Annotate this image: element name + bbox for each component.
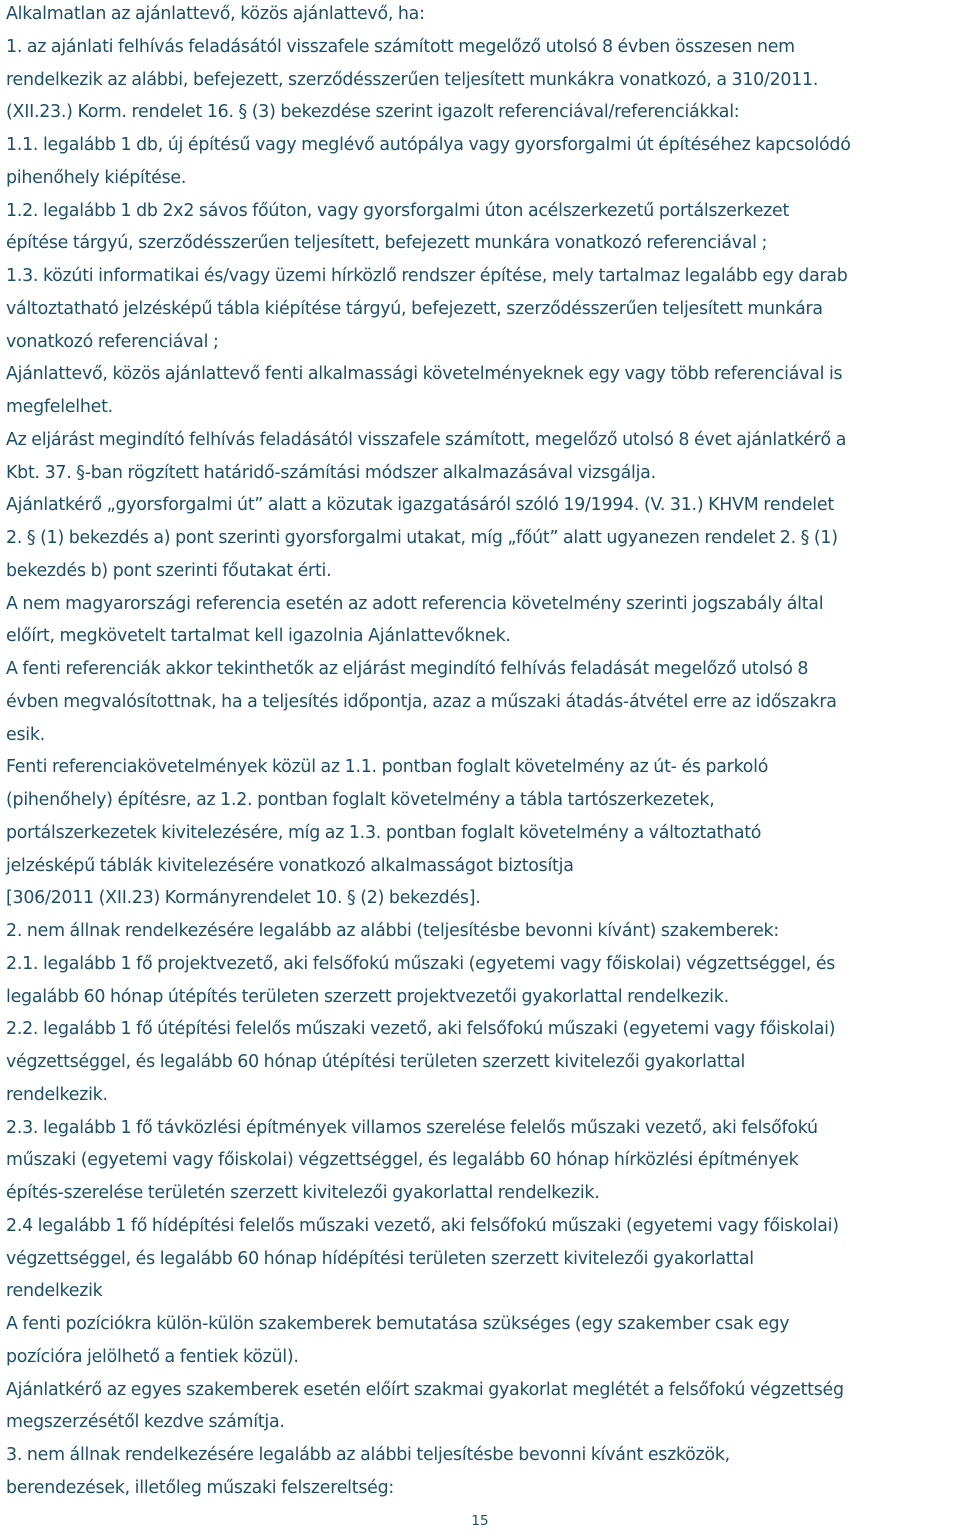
text-line: pozícióra jelölhető a fentiek közül).	[6, 1346, 299, 1367]
text-line: A fenti pozíciókra külön-külön szakemberek bemutatása szükséges (egy szakember csak egy	[6, 1314, 790, 1334]
text-line: pihenőhely kiépítése.	[6, 167, 187, 188]
text-line: előírt, megkövetelt tartalmat kell igazolnia Ajánlattevőknek.	[6, 626, 511, 647]
text-line: Ajánlatkérő „gyorsforgalmi út” alatt a közutak igazgatásáról szóló 19/1994. (V. 31.) KHVM rendelet	[6, 495, 834, 516]
text-line: legalább 60 hónap útépítés területen szerzett projektvezetői gyakorlattal rendelkezik.	[6, 986, 729, 1007]
text-line: 1.3. közúti informatikai és/vagy üzemi hírközlő rendszer építése, mely tartalmaz legalább egy darab	[6, 266, 848, 286]
text-line: évben megvalósítottnak, ha a teljesítés időpontja, azaz a műszaki átadás-átvétel erre az időszakra	[6, 691, 837, 712]
text-line: Fenti referenciakövetelmények közül az 1.1. pontban foglalt követelmény az út- és parkoló	[6, 757, 769, 778]
text-line: végzettséggel, és legalább 60 hónap útépítési területen szerzett kivitelezői gyakorlattal	[6, 1052, 746, 1072]
text-line: 2.3. legalább 1 fő távközlési építmények villamos szerelése felelős műszaki vezető, aki felsőfokú	[6, 1117, 818, 1138]
text-line: 2.1. legalább 1 fő projektvezető, aki felsőfokú műszaki (egyetemi vagy főiskolai) végzettséggel, és	[6, 953, 836, 974]
text-line: (XII.23.) Korm. rendelet 16. § (3) bekezdése szerint igazolt referenciával/referenciákkal:	[6, 102, 740, 123]
text-line: esik.	[6, 724, 45, 745]
text-line: változtatható jelzésképű tábla kiépítése tárgyú, befejezett, szerződésszerűen teljesített munkára	[6, 298, 823, 319]
text-line: A nem magyarországi referencia esetén az adott referencia követelmény szerinti jogszabály által	[6, 593, 824, 614]
text-line: rendelkezik	[6, 1281, 103, 1302]
text-line: Kbt. 37. §-ban rögzített határidő-számítási módszer alkalmazásával vizsgálja.	[6, 462, 656, 483]
text-line: berendezések, illetőleg műszaki felszereltség:	[6, 1477, 394, 1498]
text-line: jelzésképű táblák kivitelezésére vonatkozó alkalmasságot biztosítja	[6, 855, 574, 876]
text-line: (pihenőhely) építésre, az 1.2. pontban foglalt követelmény a tábla tartószerkezetek,	[6, 790, 715, 810]
text-line: Ajánlatkérő az egyes szakemberek esetén előírt szakmai gyakorlat meglétét a felsőfokú végzettség	[6, 1379, 844, 1400]
text-line: vonatkozó referenciával ;	[6, 331, 219, 352]
text-line: A fenti referenciák akkor tekinthetők az eljárást megindító felhívás feladását megelőző utolsó 8	[6, 659, 809, 679]
text-line: építés-szerelése területén szerzett kivitelezői gyakorlattal rendelkezik.	[6, 1183, 600, 1203]
text-line: megszerzésétől kezdve számítja.	[6, 1412, 285, 1433]
text-line: portálszerkezetek kivitelezésére, míg az 1.3. pontban foglalt követelmény a változtatható	[6, 822, 762, 843]
text-line: 1. az ajánlati felhívás feladásától visszafele számított megelőző utolsó 8 évben összesen nem	[6, 36, 795, 57]
text-line: 2.2. legalább 1 fő útépítési felelős műszaki vezető, aki felsőfokú műszaki (egyetemi vagy főiskolai)	[6, 1019, 836, 1040]
text-line: [306/2011 (XII.23) Kormányrendelet 10. § (2) bekezdés].	[6, 888, 481, 909]
text-line: rendelkezik.	[6, 1084, 108, 1105]
text-line: rendelkezik az alábbi, befejezett, szerződésszerűen teljesített munkákra vonatkozó, a 310/2011.	[6, 69, 819, 90]
text-line: bekezdés b) pont szerinti főutakat érti.	[6, 560, 332, 581]
page-number: 15	[471, 1513, 489, 1529]
text-line: 2. nem állnak rendelkezésére legalább az alábbi (teljesítésbe bevonni kívánt) szakemberek:	[6, 921, 779, 941]
text-line: 3. nem állnak rendelkezésére legalább az alábbi teljesítésbe bevonni kívánt eszközök,	[6, 1445, 730, 1465]
text-line: Alkalmatlan az ajánlattevő, közös ajánlattevő, ha:	[6, 4, 425, 24]
text-line: Ajánlattevő, közös ajánlattevő fenti alkalmassági követelményeknek egy vagy több referenciával is	[6, 364, 843, 385]
text-line: megfelelhet.	[6, 397, 113, 417]
text-line: Az eljárást megindító felhívás feladásától visszafele számított, megelőző utolsó 8 évet ajánlatkérő a	[6, 429, 847, 450]
text-line: 1.1. legalább 1 db, új építésű vagy meglévő autópálya vagy gyorsforgalmi út építéséhez kapcsolódó	[6, 135, 851, 155]
text-line: műszaki (egyetemi vagy főiskolai) végzettséggel, és legalább 60 hónap hírközlési építmények	[6, 1150, 799, 1171]
text-line: 1.2. legalább 1 db 2x2 sávos főúton, vagy gyorsforgalmi úton acélszerkezetű portálszerkezet	[6, 200, 790, 221]
text-line: 2. § (1) bekezdés a) pont szerinti gyorsforgalmi utakat, míg „főút” alatt ugyanezen rendelet 2. § (1)	[6, 528, 838, 548]
text-line: építése tárgyú, szerződésszerűen teljesített, befejezett munkára vonatkozó referenciával ;	[6, 233, 768, 254]
text-line: végzettséggel, és legalább 60 hónap hídépítési területen szerzett kivitelezői gyakorlattal	[6, 1248, 754, 1269]
text-line: 2.4 legalább 1 fő hídépítési felelős műszaki vezető, aki felsőfokú műszaki (egyetemi vagy főiskolai)	[6, 1215, 839, 1236]
